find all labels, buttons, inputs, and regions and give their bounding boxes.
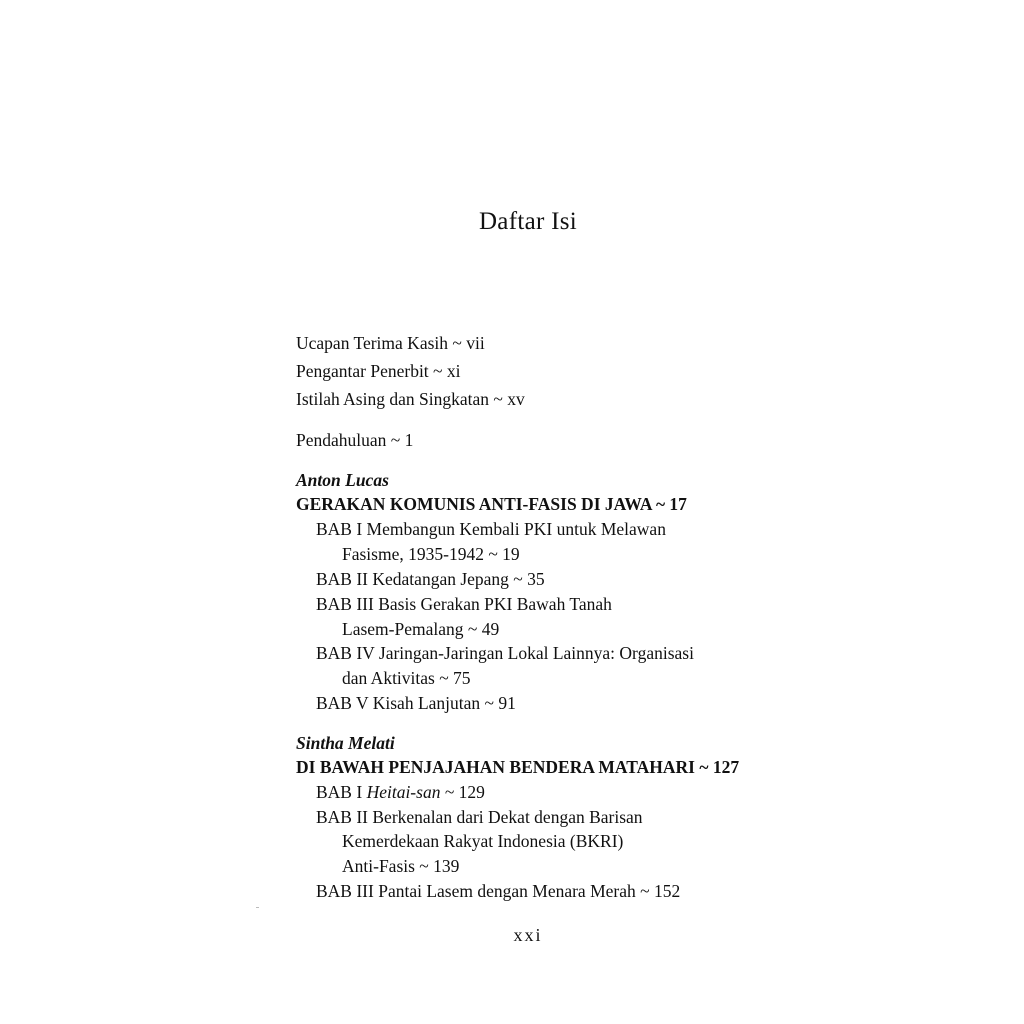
part2-author: Sintha Melati (296, 733, 395, 753)
part2-chapter-2-line3: Anti-Fasis ~ 139 (342, 856, 460, 876)
part2-chapter-1-italic-title: Heitai-san (366, 782, 441, 802)
part1-chapter-1-line1: BAB I Membangun Kembali PKI untuk Melawan (316, 519, 666, 539)
part1-section-title: GERAKAN KOMUNIS ANTI-FASIS DI JAWA ~ 17 (296, 494, 687, 514)
toc-entry-ucapan: Ucapan Terima Kasih ~ vii (296, 333, 485, 353)
toc-entry-pendahuluan: Pendahuluan ~ 1 (296, 430, 414, 450)
part2-chapter-1-prefix: BAB I (316, 782, 367, 802)
part2-chapter-2-line1: BAB II Berkenalan dari Dekat dengan Barisan (316, 807, 643, 827)
part2-chapter-1-suffix: ~ 129 (440, 782, 485, 802)
part2-chapter-1 (316, 782, 485, 802)
scan-speck (256, 907, 259, 908)
toc-entry-pengantar: Pengantar Penerbit ~ xi (296, 361, 461, 381)
part2-chapter-2-line2: Kemerdekaan Rakyat Indonesia (BKRI) (342, 831, 624, 851)
part1-chapter-4-line1: BAB IV Jaringan-Jaringan Lokal Lainnya: Organisasi (316, 643, 694, 663)
page-title: Daftar Isi (478, 208, 578, 235)
toc-entry-istilah: Istilah Asing dan Singkatan ~ xv (296, 389, 525, 409)
part1-chapter-3-line2: Lasem-Pemalang ~ 49 (342, 619, 500, 639)
part2-chapter-3: BAB III Pantai Lasem dengan Menara Merah ~ 152 (316, 881, 681, 901)
part1-chapter-4-line2: dan Aktivitas ~ 75 (342, 668, 471, 688)
part2-section-title: DI BAWAH PENJAJAHAN BENDERA MATAHARI ~ 127 (296, 757, 740, 777)
part1-chapter-1-line2: Fasisme, 1935-1942 ~ 19 (342, 544, 520, 564)
part1-chapter-2: BAB II Kedatangan Jepang ~ 35 (316, 569, 545, 589)
part1-chapter-3-line1: BAB III Basis Gerakan PKI Bawah Tanah (316, 594, 612, 614)
part1-author: Anton Lucas (296, 470, 389, 490)
page-number: xxi (513, 925, 543, 945)
part1-chapter-5: BAB V Kisah Lanjutan ~ 91 (316, 693, 516, 713)
